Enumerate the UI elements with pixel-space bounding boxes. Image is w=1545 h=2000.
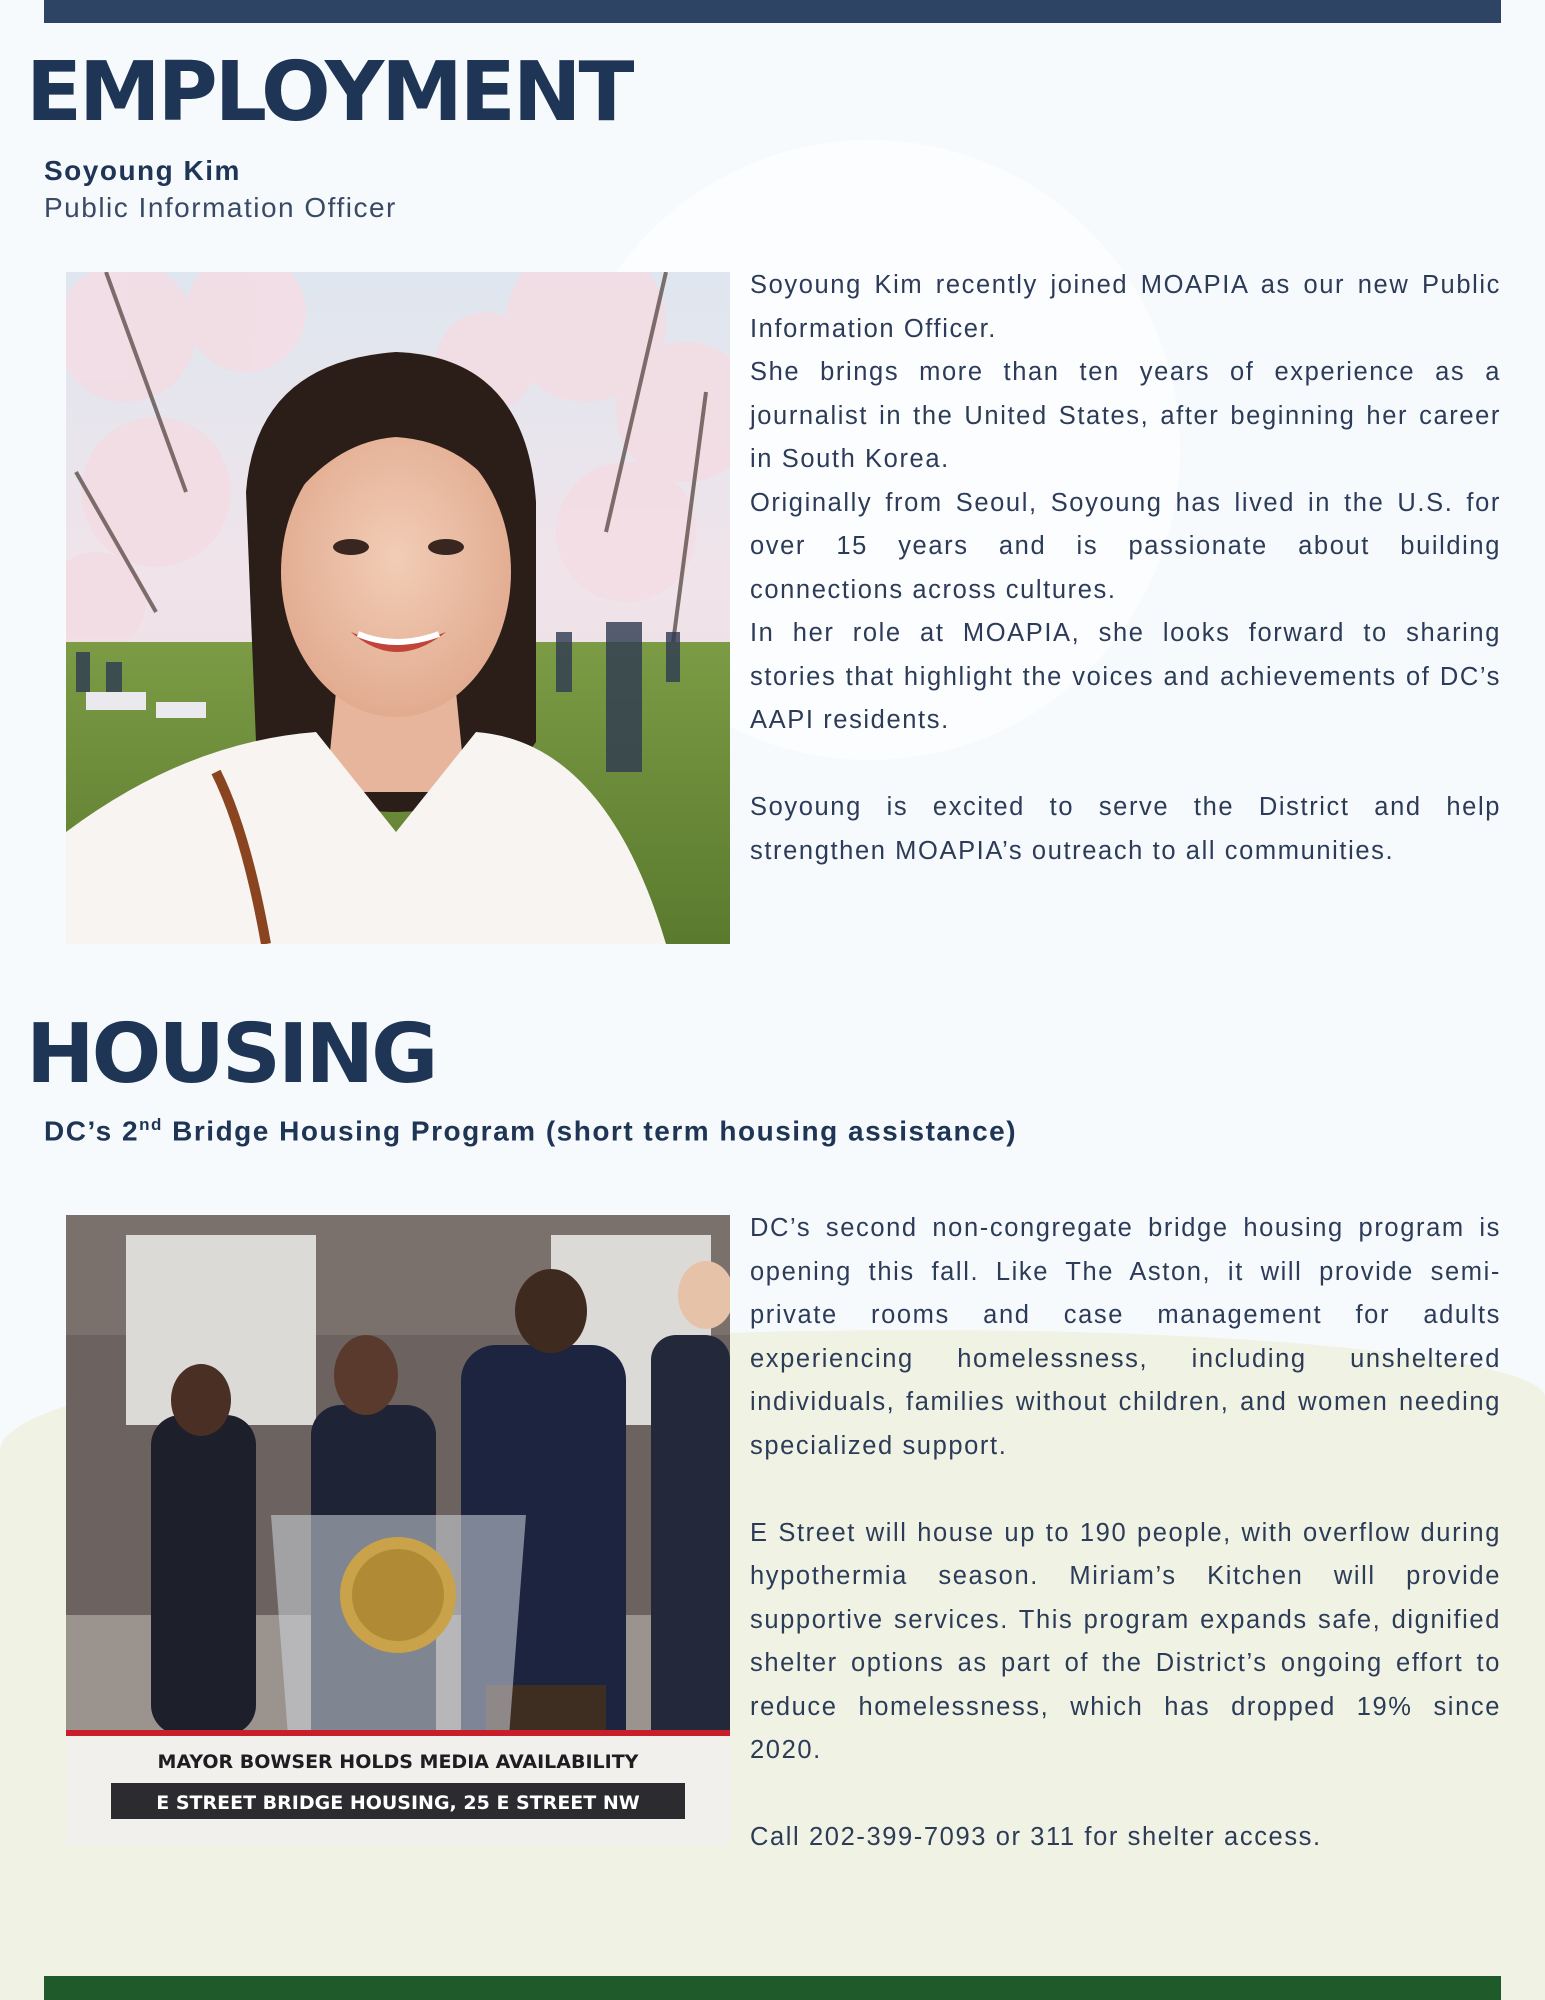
subheading-superscript: nd — [139, 1115, 163, 1134]
housing-title: HOUSING — [26, 1007, 436, 1102]
paragraph-gap — [750, 743, 1501, 787]
top-accent-bar — [44, 0, 1501, 23]
employment-title: EMPLOYMENT — [26, 45, 632, 140]
press-conference-photo — [66, 1215, 730, 1845]
employee-role: Public Information Officer — [44, 192, 397, 223]
housing-subheading — [44, 1115, 1017, 1147]
housing-contact-line: Call 202-399-7093 or 311 for shelter access. — [750, 1823, 1322, 1851]
housing-body — [750, 1207, 1501, 1860]
housing-paragraph: DC’s second non-congregate bridge housing program is opening this fall. Like The Aston, it will provide semi-private rooms and case management for adults experiencing homelessness, including unsheltered individuals, families without children, and women needing specialized support. — [750, 1214, 1501, 1460]
employee-name: Soyoung Kim — [44, 155, 241, 186]
subheading-text: DC’s 2 — [44, 1115, 140, 1147]
employment-body — [750, 264, 1501, 873]
bottom-accent-bar — [44, 1976, 1501, 2000]
employment-paragraph: She brings more than ten years of experience as a journalist in the United States, after beginning her career in South Korea. — [750, 358, 1501, 473]
employment-paragraph: Soyoung is excited to serve the District and help strengthen MOAPIA’s outreach to all communities. — [750, 793, 1501, 865]
employment-paragraph: In her role at MOAPIA, she looks forward to sharing stories that highlight the voices and achievements of DC’s AAPI residents. — [750, 619, 1501, 734]
photo-caption-bottom: E STREET BRIDGE HOUSING, 25 E STREET NW — [156, 1792, 640, 1814]
portrait-photo — [66, 272, 730, 944]
photo-caption-top: MAYOR BOWSER HOLDS MEDIA AVAILABILITY — [157, 1751, 639, 1773]
housing-paragraph: E Street will house up to 190 people, with overflow during hypothermia season. Miriam’s Kitchen will provide supportive services. This program expands safe, dignified shelter options as part of the District’s ongoing effort to reduce homelessness, which has dropped 19% since 2020. — [750, 1518, 1501, 1764]
subheading-text-rest: Bridge Housing Program (short term housing assistance) — [162, 1115, 1018, 1147]
paragraph-gap — [750, 1468, 1501, 1512]
employment-paragraph: Originally from Seoul, Soyoung has lived in the U.S. for over 15 years and is passionate about building connections across cultures. — [750, 488, 1501, 604]
employment-paragraph: Soyoung Kim recently joined MOAPIA as our new Public Information Officer. — [750, 271, 1501, 343]
paragraph-gap — [750, 1773, 1501, 1817]
